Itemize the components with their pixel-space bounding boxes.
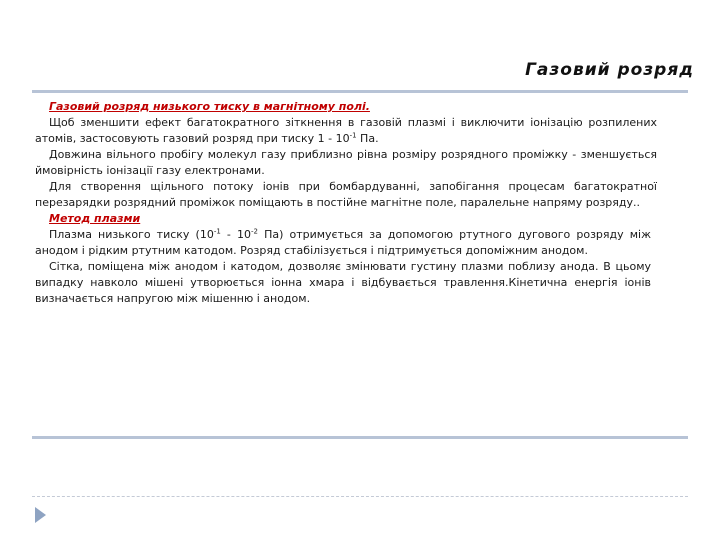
paragraph-magnetic-field: Для створення щільного потоку іонів при бомбардуванні, запобігання процесам багатократної перезарядки розрядний проміжок поміщають в постійне магнітне поле, паралельне напряму розряду.. xyxy=(35,180,657,209)
triangle-right-icon[interactable] xyxy=(35,507,46,523)
paragraph-mean-free-path: Довжина вільного пробігу молекул газу приблизно рівна розміру розрядного проміжку - зменшується ймовірність іонізації газу електронами. xyxy=(35,148,657,177)
paragraph-grid-etching: Сітка, поміщена між анодом і катодом, дозволяє змінювати густину плазми поблизу анода. В цьому випадку навколо мішені утворюється іонна хмара і відбувається травлення.Кінетична енергія іонів визначається напругою між мішенню і анодом. xyxy=(35,260,651,305)
paragraph-pressure: Щоб зменшити ефект багатократного зіткнення в газовій плазмі і виключити іонізацію розпилених атомів, застосовують газовий розряд при тиску $1 - 10^{-1}$ Па. xyxy=(35,116,657,145)
section-heading-plasma-method: Метод плазми xyxy=(49,212,141,225)
slide-body xyxy=(35,99,657,307)
paragraph-plasma-low-pressure: Плазма низького тиску ($10^{-1} - 10^{-2}$ Па) отримується за допомогою ртутного дугового розряду між анодом і рідким ртутним катодом. Розряд стабілізується і підтримується допоміжним анодом. xyxy=(35,227,651,257)
section-heading-low-pressure: Газовий розряд низького тиску в магнітному полі. xyxy=(49,100,370,113)
title-divider xyxy=(32,90,688,93)
footer-divider xyxy=(32,436,688,439)
slide-title: Газовий розряд xyxy=(525,60,694,80)
footer-dashed-line xyxy=(32,496,688,497)
